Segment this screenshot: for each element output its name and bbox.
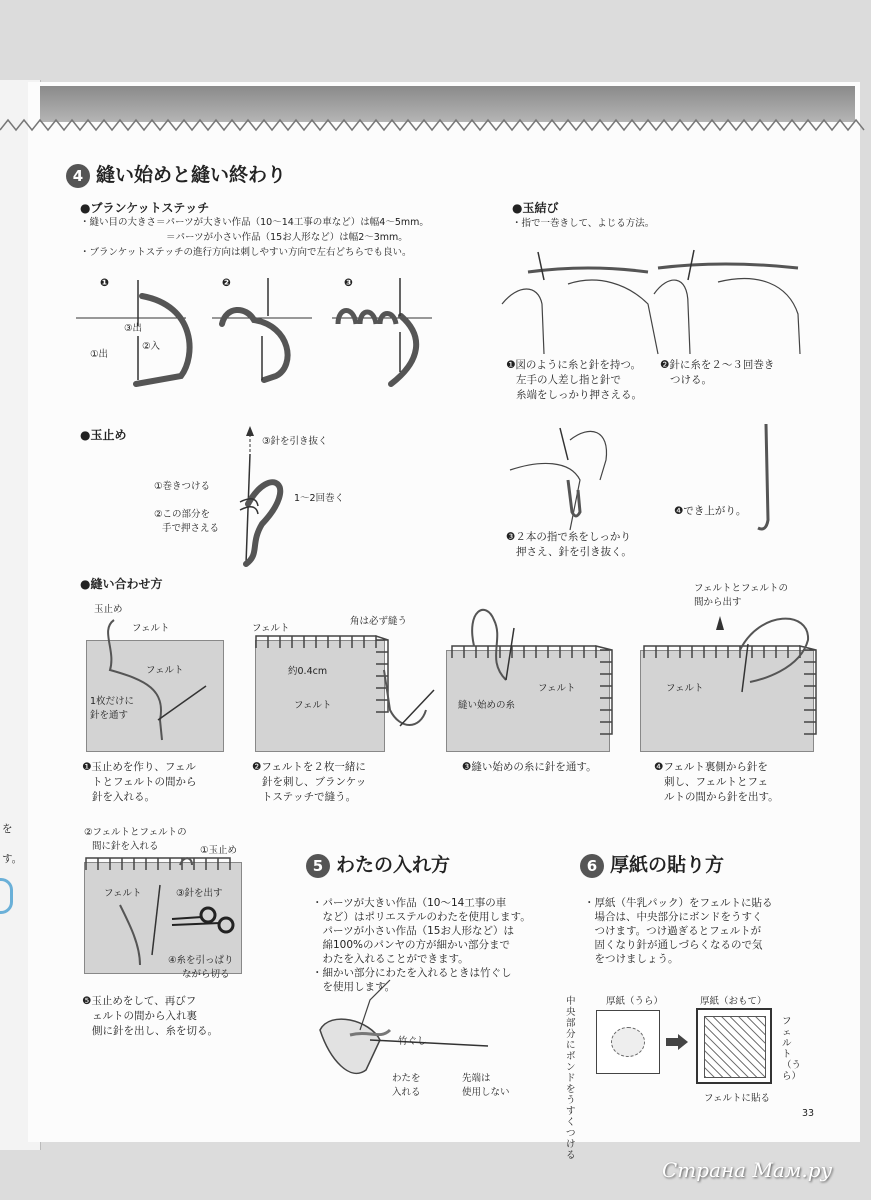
section6-text: ・厚紙（牛乳パック）をフェルトに貼る 場合は、中央部分にボンドをうすく つけます。つけ過ぎるとフェルトが 固くなり針が通しづらくなるので気 をつけましょう。 bbox=[584, 897, 773, 965]
label-wrap: ①巻きつける bbox=[154, 481, 211, 492]
tamamusubi-result-illustration bbox=[510, 420, 800, 540]
section5-heading bbox=[306, 850, 450, 878]
awase-heading: ●縫い合わせ方 bbox=[80, 577, 163, 591]
label-start-thread: 縫い始めの糸 bbox=[458, 700, 516, 711]
label-felt-3: フェルト bbox=[538, 683, 576, 694]
section4-heading bbox=[66, 160, 286, 188]
arrow-right-icon bbox=[666, 1034, 690, 1050]
left-page-text-2: す。 bbox=[2, 853, 23, 865]
blanket-note3: ・ブランケットステッチの進行方向は刺しやすい方向で左右どちらでも良い。 bbox=[80, 247, 412, 258]
section4-title: 縫い始めと縫い終わり bbox=[96, 164, 287, 186]
awase-cap1: ❶玉止めを作り、フェル トとフェルトの間から 針を入れる。 bbox=[82, 761, 197, 803]
tamadome-heading: ●玉止め bbox=[80, 428, 127, 442]
label-turns: 1～2回巻く bbox=[294, 493, 345, 504]
label-felt-2b: フェルト bbox=[294, 700, 332, 711]
label-pull-needle: ③針を引き抜く bbox=[262, 436, 328, 447]
left-page-text-1: を bbox=[2, 823, 13, 835]
label-tip1: 先端は bbox=[462, 1073, 491, 1084]
tamamusubi-step1: ❶図のように糸と針を持つ。 左手の人差し指と針で 糸端をしっかり押さえる。 bbox=[506, 359, 642, 401]
finish-cap: ❺玉止めをして、再びフ ェルトの間から入れ裏 側に針を出し、糸を切る。 bbox=[82, 995, 218, 1037]
blanket-stitch-illustration bbox=[76, 276, 436, 396]
label-finish-felt: フェルト bbox=[104, 888, 142, 899]
zigzag-border bbox=[0, 118, 871, 132]
label-finish-needle: ③針を出す bbox=[176, 888, 223, 899]
tamamusubi-step4: ❹でき上がり。 bbox=[674, 505, 747, 517]
section6-number: 6 bbox=[580, 854, 604, 878]
label-board-back: 厚紙（うら） bbox=[606, 996, 664, 1007]
section6-vertical-note: 中央部分にボンドをうすくつける bbox=[566, 996, 576, 1161]
blanket-step1-num: ❶ bbox=[100, 277, 109, 289]
glue-blob bbox=[611, 1027, 645, 1057]
label-glue-felt: フェルトに貼る bbox=[704, 1093, 771, 1104]
board-front bbox=[704, 1016, 766, 1078]
label-insert2: 入れる bbox=[392, 1087, 421, 1098]
label-between2: 間から出す bbox=[694, 597, 742, 608]
watermark: Страна Мам.ру bbox=[662, 1158, 833, 1182]
label-between1: フェルトとフェルトの bbox=[694, 583, 789, 594]
section5-number: 5 bbox=[306, 854, 330, 878]
label-finish-a2: 間に針を入れる bbox=[92, 841, 159, 852]
felt-square bbox=[696, 1008, 772, 1084]
label-felt-2a: フェルト bbox=[252, 623, 290, 634]
label-felt-back: フェルト（うら） bbox=[782, 1016, 802, 1082]
label-out3: ③出 bbox=[124, 323, 143, 334]
section6-title: 厚紙の貼り方 bbox=[610, 854, 725, 876]
board-back bbox=[596, 1010, 660, 1074]
label-felt-4: フェルト bbox=[666, 683, 704, 694]
label-tamadome-1: 玉止め bbox=[94, 604, 123, 615]
blanket-step3-num: ❸ bbox=[344, 277, 353, 289]
tamamusubi-heading: ●玉結び bbox=[512, 201, 559, 215]
awase-cap3: ❸縫い始めの糸に針を通す。 bbox=[462, 761, 597, 773]
label-hold1: ②この部分を bbox=[154, 509, 211, 520]
tamamusubi-hands-illustration bbox=[498, 244, 818, 364]
label-hold2: 手で押さえる bbox=[162, 523, 220, 534]
label-finish-pull1: ④糸を引っぱり bbox=[168, 955, 234, 966]
awase-step1-illustration bbox=[86, 610, 226, 760]
label-out1: ①出 bbox=[90, 349, 109, 360]
section5-title: わたの入れ方 bbox=[336, 854, 451, 876]
section6-heading bbox=[580, 850, 724, 878]
label-felt-1b: フェルト bbox=[146, 665, 184, 676]
section5-text: ・パーツが大きい作品（10～14工事の車 など）はポリエステルのわたを使用します。 パーツが小さい作品（15お人形など）は 綿100%のパンヤの方が細かい部分まで わたを入れることができます。 ・細かい部分にわたを入れるときは竹ぐし を使用します。 bbox=[312, 897, 531, 993]
label-board-front: 厚紙（おもて） bbox=[700, 996, 767, 1007]
awase-step2-illustration bbox=[250, 630, 440, 760]
label-insert1: わたを bbox=[392, 1073, 421, 1084]
awase-cap4: ❹フェルト裏側から針を 刺し、フェルトとフェ ルトの間から針を出す。 bbox=[654, 761, 779, 803]
tamamusubi-step3: ❸２本の指で糸をしっかり 押さえ、針を引き抜く。 bbox=[506, 531, 632, 558]
section4-number: 4 bbox=[66, 164, 90, 188]
label-finish-tamadome: ①玉止め bbox=[200, 845, 238, 856]
awase-step3-illustration bbox=[446, 600, 616, 760]
tamamusubi-note: ・指で一巻きして、よじる方法。 bbox=[512, 218, 655, 229]
label-finish-pull2: ながら切る bbox=[182, 969, 230, 980]
label-felt-1a: フェルト bbox=[132, 623, 170, 634]
label-skewer: 竹ぐし bbox=[398, 1036, 427, 1047]
tamamusubi-step2: ❷針に糸を２～３回巻き つける。 bbox=[660, 359, 775, 386]
awase-cap2: ❷フェルトを２枚一緒に 針を刺し、ブランケッ トステッチで縫う。 bbox=[252, 761, 367, 803]
page-number: 33 bbox=[802, 1108, 815, 1119]
label-04cm: 約0.4cm bbox=[288, 666, 328, 677]
label-finish-a1: ②フェルトとフェルトの bbox=[84, 827, 187, 838]
label-corner: 角は必ず縫う bbox=[350, 616, 408, 627]
label-one-layer1: 1枚だけに bbox=[90, 696, 135, 707]
blanket-heading: ●ブランケットステッチ bbox=[80, 201, 210, 215]
blanket-note1: ・縫い目の大きさ＝パーツが大きい作品（10～14工事の車など）は幅4～5mm。 bbox=[80, 217, 429, 228]
label-tip2: 使用しない bbox=[462, 1087, 510, 1098]
label-one-layer2: 針を通す bbox=[90, 710, 129, 721]
label-in2: ②入 bbox=[142, 341, 161, 352]
header-band bbox=[40, 86, 855, 122]
blanket-step2-num: ❷ bbox=[222, 277, 231, 289]
blanket-note2: ＝パーツが小さい作品（15お人形など）は幅2～3mm。 bbox=[166, 232, 408, 243]
